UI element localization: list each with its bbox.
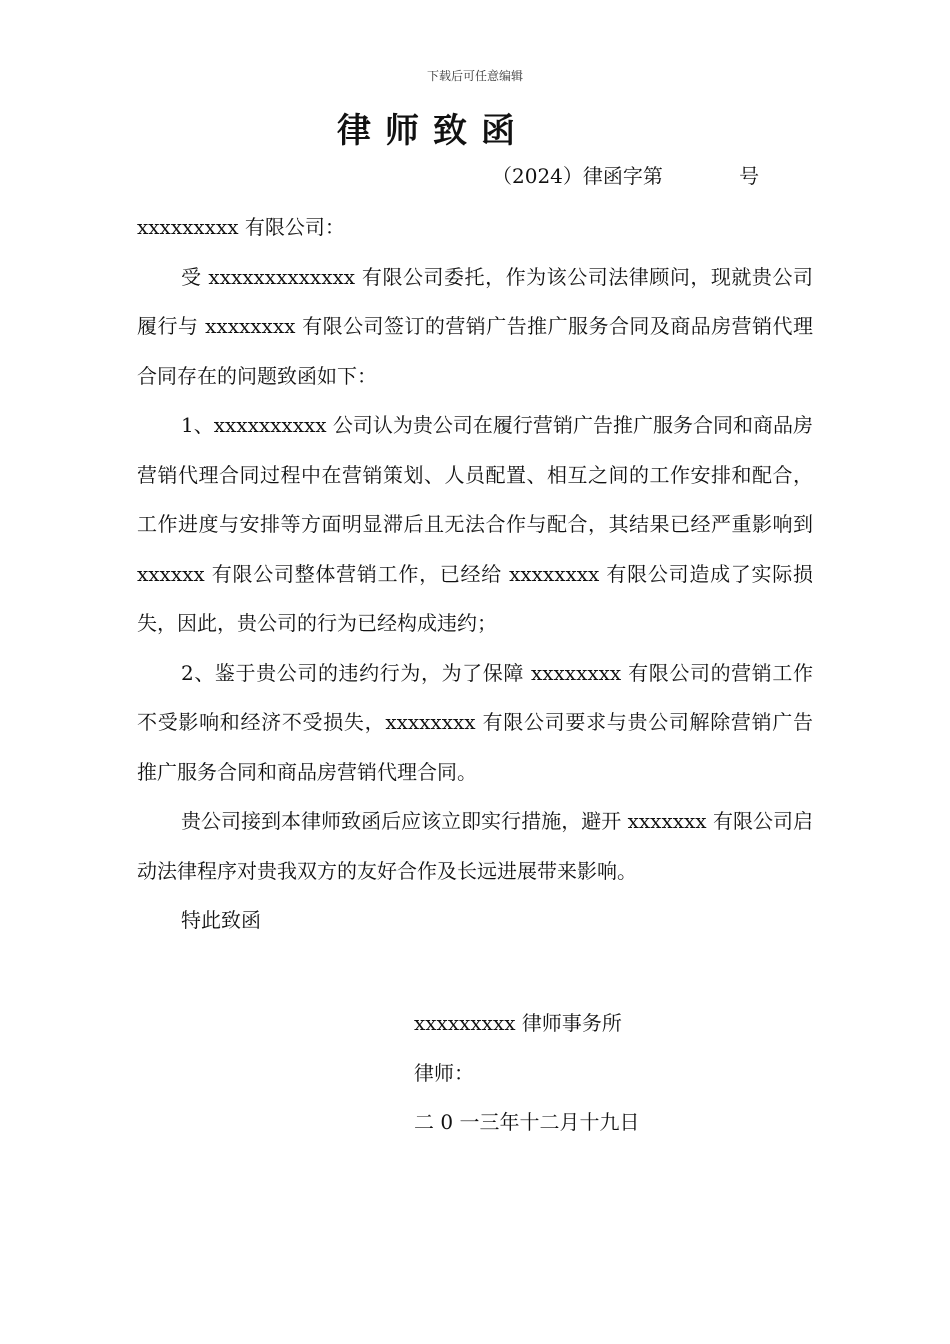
letter-date: 二 0 一三年十二月十九日	[414, 1110, 640, 1134]
letter-title: 律师致函	[337, 111, 529, 151]
letter-body	[137, 203, 813, 946]
point-2-paragraph: 2、鉴于贵公司的违约行为，为了保障 xxxxxxxx 有限公司的营销工作不受影响和经济不受损失，xxxxxxxx 有限公司要求与贵公司解除营销广告推广服务合同和商品房营销代理合同。	[137, 660, 813, 784]
recipient-line: xxxxxxxxx 有限公司：	[137, 215, 345, 239]
point-1-paragraph: 1、xxxxxxxxxx 公司认为贵公司在履行营销广告推广服务合同和商品房营销代理合同过程中在营销策划、人员配置、相互之间的工作安排和配合，工作进度与安排等方面明显滞后且无法合作与配合，其结果已经严重影响到 xxxxxx 有限公司整体营销工作，已经给 xxxxxxxx 有限公司造成了实际损失，因此，贵公司的行为已经构成违约；	[137, 413, 813, 635]
signature-block	[414, 999, 639, 1148]
intro-paragraph: 受 xxxxxxxxxxxxx 有限公司委托，作为该公司法律顾问，现就贵公司履行与 xxxxxxxx 有限公司签订的营销广告推广服务合同及商品房营销代理合同存在的问题致函如下：	[137, 264, 813, 388]
closing-paragraph: 贵公司接到本律师致函后应该立即实行措施，避开 xxxxxxx 有限公司启动法律程序对贵我双方的友好合作及长远进展带来影响。	[137, 809, 813, 883]
document-number: （2024）律函字第 号	[492, 164, 760, 188]
sign-off-line: 特此致函	[181, 908, 261, 932]
header-note: 下载后可任意编辑	[426, 69, 523, 83]
law-firm-name: xxxxxxxxx 律师事务所	[414, 1011, 622, 1035]
lawyer-line: 律师：	[414, 1060, 474, 1085]
